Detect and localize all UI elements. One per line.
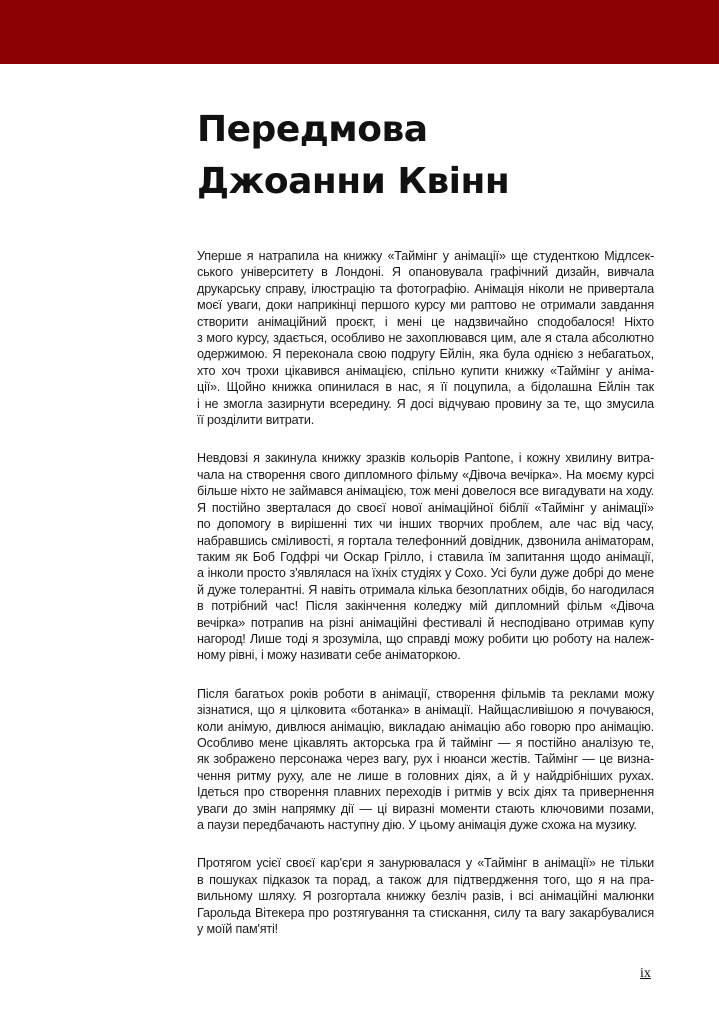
text-line: Після багатьох років роботи в анімації, створення фільмів та реклами можу (197, 686, 654, 701)
text-line: а інколи просто з'являлася на їхніх студіях у Сохо. Усі були дуже добрі до мене (197, 566, 654, 581)
text-line: й дуже толерантні. Я навіть отримала кілька безоплатних обідів, бо нагодилася (197, 582, 654, 597)
text-line: Гарольда Вітекера про розтягування та стискання, силу та вагу закарбувалися (197, 905, 654, 920)
text-line: зізнатися, що я цілковита «ботанка» в анімації. Найщасливішою я почуваюся, (197, 703, 654, 718)
text-line: Протягом усієї своєї кар'єри я занурювалася у «Таймінг в анімації» не тільки (197, 856, 654, 871)
paragraph (197, 855, 654, 937)
page-number: ix (640, 966, 651, 981)
text-line: Невдовзі я закинула книжку зразків кольорів Pantone, і кожну хвилину витра- (197, 451, 654, 466)
text-line: Уперше я натрапила на книжку «Таймінг у анімації» ще студенткою Мідлсек- (197, 249, 654, 263)
text-line: коли анімую, дивлюся анімацію, викладаю анімацію або говорю про анімацію. (197, 719, 654, 734)
text-line: ського університету в Лондоні. Я опановувала графічний дизайн, вивчала (197, 265, 654, 280)
text-line: хто хоч трохи цікавився анімацією, спільно купити книжку «Таймінг у аніма- (197, 363, 654, 378)
text-line: як зображено персонажа через вагу, рух і нюанси жестів. Таймінг — це визна- (197, 752, 654, 767)
paragraph (197, 248, 654, 428)
text-line: уваги до змін напрямку дії — ці виразні моменти стають ключовими позами, (197, 801, 654, 816)
text-line: а паузи передбачають наступну дію. У цьому анімація дуже схожа на музику. (197, 818, 637, 832)
page-title (197, 104, 654, 208)
text-line: Я постійно зверталася до своєї нової анімаційної біблії «Таймінг у анімації» (197, 500, 654, 515)
text-line: і не змогла зазирнути всередину. Я досі відчуваю провину за те, що змусила (197, 396, 654, 411)
text-line: вильному шляху. Я розгортала книжку безліч разів, і всі анімаційні малюнки (197, 889, 654, 904)
text-line: у моїй пам'яті! (197, 922, 279, 937)
text-line: більше ніхто не займався анімацією, тож мені довелося все вигадувати на ходу. (197, 484, 654, 499)
page-content (197, 104, 654, 959)
text-line: набравшись сміливості, я гортала телефонний довідник, дзвонила аніматорам, (197, 533, 654, 548)
text-line: друкарську справу, ілюстрацію та фотографію. Анімація ніколи не привертала (197, 281, 654, 296)
text-line: Ідеться про створення плавних переходів і ритмів у всіх діях та привернення (197, 785, 654, 800)
text-line: чала на створення свого дипломного фільму «Дівоча вечірка». На моєму курсі (197, 467, 654, 482)
text-line: ному рівні, і можу називати себе аніматоркою. (197, 648, 461, 663)
paragraph (197, 686, 654, 834)
text-line: її розділити витрати. (197, 413, 315, 428)
text-line: чення ритму руху, але не лише в головних діях, а й у найдрібніших рухах. (197, 768, 654, 783)
text-line: в потрібний час! Після закінчення коледжу мій дипломний фільм «Дівоча (197, 599, 654, 614)
title-line-2: Джоанни Квінн (197, 161, 510, 202)
text-line: з мого курсу, здається, особливо не захоплювався цим, але я стала абсолютно (197, 331, 654, 346)
body-text (197, 248, 654, 937)
title-line-1: Передмова (197, 109, 428, 150)
text-line: в пошуках підказок та порад, а також для підтвердження того, що я на пра- (197, 872, 654, 887)
text-line: одержимою. Я переконала свою подругу Ейлін, яка була однією з небагатьох, (197, 347, 654, 362)
text-line: Особливо мене цікавлять акторська гра й таймінг — я постійно аналізую те, (197, 735, 654, 750)
header-color-band (0, 0, 719, 64)
text-line: моєї уваги, доки наприкінці першого курсу ми раптово не отримали завдання (197, 298, 654, 313)
text-line: створити анімаційний проєкт, і мені це надзвичайно сподобалося! Ніхто (197, 314, 654, 329)
text-line: нагород! Лише тоді я зрозуміла, що справді можу робити цю роботу на належ- (197, 631, 654, 646)
text-line: вечірка» потрапив на різні анімаційні фестивалі й несподівано отримав купу (197, 615, 654, 630)
text-line: ції». Щойно книжка опинилася в нас, я її поцупила, а бідолашна Ейлін так (197, 380, 654, 395)
text-line: по допомогу в вирішенні тих чи інших творчих проблем, але час від часу, (197, 517, 654, 532)
text-line: таким як Боб Годфрі чи Оскар Грілло, і ставила їм запитання щодо анімації, (197, 549, 654, 564)
paragraph (197, 450, 654, 663)
